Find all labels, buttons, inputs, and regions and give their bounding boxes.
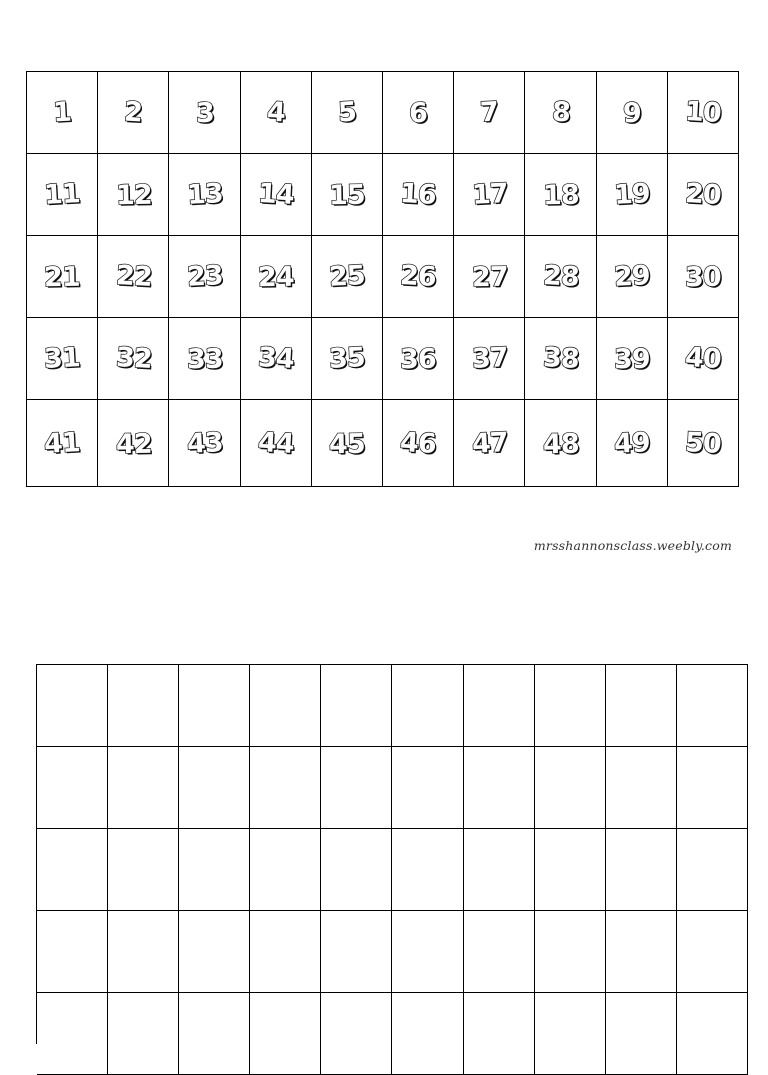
number-label: 46 bbox=[399, 426, 437, 460]
number-label: 48 bbox=[542, 428, 579, 460]
number-label: 31 bbox=[43, 342, 81, 375]
blank-cell bbox=[606, 911, 677, 993]
number-label: 17 bbox=[470, 178, 508, 211]
number-cell bbox=[98, 154, 169, 236]
blank-cell bbox=[321, 665, 392, 747]
number-label: 15 bbox=[328, 179, 365, 212]
number-label: 41 bbox=[43, 426, 81, 460]
number-cell bbox=[241, 318, 312, 400]
number-cell bbox=[312, 400, 383, 487]
blank-cell bbox=[179, 665, 250, 747]
number-label: 7 bbox=[479, 96, 499, 129]
blank-cell bbox=[606, 829, 677, 911]
number-label: 23 bbox=[185, 260, 224, 293]
number-cell bbox=[597, 400, 668, 487]
blank-cell bbox=[464, 747, 535, 829]
number-label: 29 bbox=[613, 260, 651, 293]
number-cell bbox=[241, 72, 312, 154]
blank-cell bbox=[250, 665, 321, 747]
number-label: 4 bbox=[265, 96, 286, 129]
number-label: 3 bbox=[195, 97, 214, 130]
number-cell bbox=[383, 236, 454, 318]
blank-cell bbox=[179, 829, 250, 911]
blank-cell bbox=[37, 993, 108, 1075]
number-cell bbox=[525, 400, 596, 487]
blank-cell bbox=[250, 911, 321, 993]
number-label: 39 bbox=[613, 343, 650, 376]
website-credit: mrsshannonsclass.weebly.com bbox=[533, 538, 732, 553]
number-cell bbox=[312, 154, 383, 236]
number-label: 27 bbox=[471, 261, 508, 294]
number-label: 20 bbox=[684, 178, 722, 211]
number-cell bbox=[454, 400, 525, 487]
number-cell bbox=[383, 400, 454, 487]
number-cell bbox=[383, 72, 454, 154]
number-label: 45 bbox=[328, 428, 365, 460]
number-label: 2 bbox=[123, 96, 143, 129]
blank-cell bbox=[37, 665, 108, 747]
blank-cell bbox=[535, 665, 606, 747]
blank-cell bbox=[250, 829, 321, 911]
number-cell bbox=[27, 154, 98, 236]
blank-cell bbox=[321, 829, 392, 911]
number-cell bbox=[312, 236, 383, 318]
number-label: 33 bbox=[186, 343, 223, 376]
number-cell bbox=[27, 318, 98, 400]
number-label: 8 bbox=[550, 96, 571, 129]
number-cell bbox=[668, 72, 739, 154]
number-cell bbox=[597, 318, 668, 400]
number-cell bbox=[241, 236, 312, 318]
blank-cell bbox=[108, 829, 179, 911]
blank-cell bbox=[606, 747, 677, 829]
number-label: 30 bbox=[684, 261, 721, 294]
number-cell bbox=[383, 154, 454, 236]
number-label: 16 bbox=[399, 178, 437, 211]
blank-cell bbox=[464, 911, 535, 993]
number-label: 36 bbox=[400, 343, 437, 376]
number-cell bbox=[454, 318, 525, 400]
blank-cell bbox=[321, 993, 392, 1075]
number-cell bbox=[597, 236, 668, 318]
number-label: 22 bbox=[114, 260, 152, 293]
blank-cell bbox=[677, 829, 748, 911]
number-cell bbox=[454, 154, 525, 236]
number-cell bbox=[98, 72, 169, 154]
number-cell bbox=[98, 318, 169, 400]
blank-cell bbox=[606, 665, 677, 747]
number-label: 12 bbox=[115, 179, 152, 212]
number-label: 35 bbox=[328, 342, 366, 375]
number-cell bbox=[27, 400, 98, 487]
number-label: 11 bbox=[43, 178, 81, 211]
blank-cell bbox=[37, 911, 108, 993]
blank-cell bbox=[37, 829, 108, 911]
number-cell bbox=[27, 236, 98, 318]
number-label: 40 bbox=[684, 342, 722, 375]
number-label: 21 bbox=[44, 261, 81, 294]
blank-cell bbox=[535, 993, 606, 1075]
blank-cell bbox=[179, 993, 250, 1075]
number-cell bbox=[169, 236, 240, 318]
number-label: 32 bbox=[114, 342, 152, 375]
blank-cell bbox=[392, 911, 463, 993]
number-cell bbox=[454, 72, 525, 154]
number-cell bbox=[241, 154, 312, 236]
number-label: 25 bbox=[328, 260, 366, 293]
number-cell bbox=[98, 400, 169, 487]
number-label: 5 bbox=[337, 96, 357, 129]
blank-cell bbox=[677, 665, 748, 747]
blank-cell bbox=[677, 911, 748, 993]
blank-cell bbox=[464, 993, 535, 1075]
number-label: 1 bbox=[52, 96, 72, 129]
blank-cell bbox=[250, 747, 321, 829]
blank-cell bbox=[108, 665, 179, 747]
number-cell bbox=[525, 236, 596, 318]
number-label: 34 bbox=[257, 342, 295, 375]
blank-cell bbox=[392, 993, 463, 1075]
number-label: 47 bbox=[470, 426, 508, 460]
number-cell bbox=[668, 154, 739, 236]
number-label: 49 bbox=[613, 426, 651, 460]
number-cell bbox=[668, 236, 739, 318]
blank-cell bbox=[392, 829, 463, 911]
blank-cell bbox=[535, 829, 606, 911]
blank-cell bbox=[250, 993, 321, 1075]
blank-cell bbox=[108, 747, 179, 829]
number-label: 38 bbox=[541, 342, 580, 375]
number-cell bbox=[668, 318, 739, 400]
number-cell bbox=[383, 318, 454, 400]
blank-cell bbox=[677, 993, 748, 1075]
number-label: 19 bbox=[613, 178, 651, 211]
number-cell bbox=[597, 154, 668, 236]
number-cell bbox=[169, 154, 240, 236]
blank-cell bbox=[535, 911, 606, 993]
number-label: 24 bbox=[257, 261, 294, 294]
number-cell bbox=[169, 72, 240, 154]
number-label: 14 bbox=[257, 178, 295, 211]
number-label: 37 bbox=[470, 342, 508, 375]
number-cell bbox=[597, 72, 668, 154]
number-label: 18 bbox=[542, 179, 579, 212]
number-label: 42 bbox=[115, 428, 152, 460]
blank-cell bbox=[535, 747, 606, 829]
number-cell bbox=[525, 154, 596, 236]
number-cell bbox=[454, 236, 525, 318]
number-cell bbox=[525, 318, 596, 400]
number-cell bbox=[312, 72, 383, 154]
number-label: 6 bbox=[408, 97, 428, 130]
number-cell bbox=[525, 72, 596, 154]
blank-cell bbox=[464, 829, 535, 911]
blank-chart-grid bbox=[36, 664, 748, 1044]
number-label: 44 bbox=[257, 426, 295, 460]
number-chart-grid bbox=[26, 71, 739, 487]
blank-cell bbox=[677, 747, 748, 829]
blank-cell bbox=[321, 911, 392, 993]
number-cell bbox=[312, 318, 383, 400]
blank-cell bbox=[464, 665, 535, 747]
number-cell bbox=[241, 400, 312, 487]
blank-cell bbox=[108, 993, 179, 1075]
blank-cell bbox=[179, 911, 250, 993]
blank-cell bbox=[392, 665, 463, 747]
number-cell bbox=[27, 72, 98, 154]
blank-cell bbox=[108, 911, 179, 993]
number-label: 13 bbox=[185, 178, 224, 211]
number-cell bbox=[668, 400, 739, 487]
number-label: 10 bbox=[684, 96, 722, 129]
blank-cell bbox=[321, 747, 392, 829]
number-label: 26 bbox=[399, 260, 437, 293]
blank-cell bbox=[392, 747, 463, 829]
number-label: 50 bbox=[684, 426, 722, 460]
number-cell bbox=[169, 400, 240, 487]
blank-cell bbox=[37, 747, 108, 829]
number-cell bbox=[98, 236, 169, 318]
blank-cell bbox=[606, 993, 677, 1075]
number-label: 43 bbox=[185, 426, 224, 460]
blank-cell bbox=[179, 747, 250, 829]
number-label: 9 bbox=[622, 97, 641, 130]
number-label: 28 bbox=[541, 260, 580, 293]
number-cell bbox=[169, 318, 240, 400]
